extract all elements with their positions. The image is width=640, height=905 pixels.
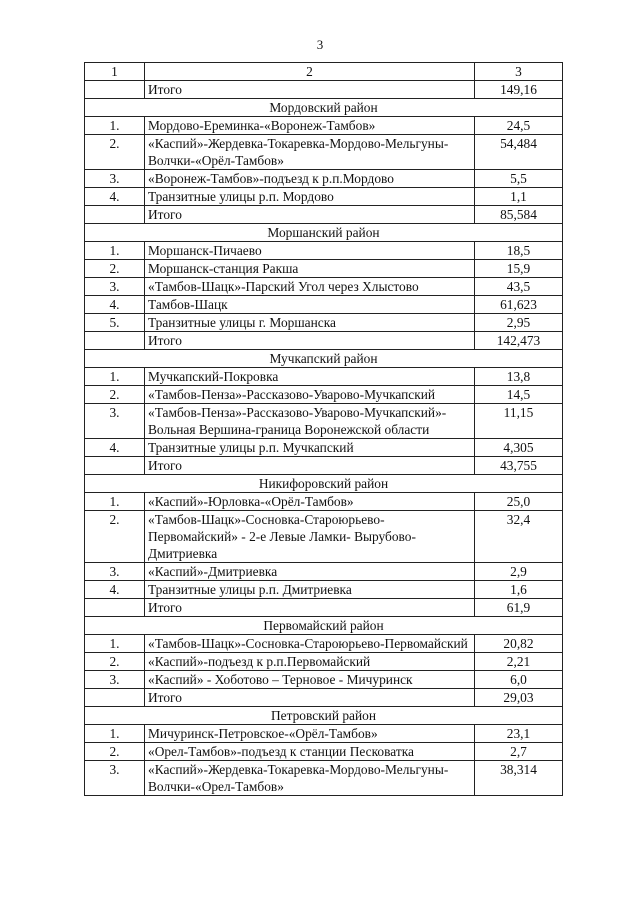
table-row — [85, 135, 563, 170]
road-name: «Каспий»-Юрловка-«Орёл-Тамбов» — [145, 493, 475, 511]
row-number: 3. — [85, 671, 145, 689]
row-number: 4. — [85, 188, 145, 206]
road-name: Транзитные улицы р.п. Дмитриевка — [145, 581, 475, 599]
total-label: Итого — [145, 332, 475, 350]
total-label: Итого — [145, 81, 475, 99]
road-length: 2,95 — [475, 314, 563, 332]
road-length: 18,5 — [475, 242, 563, 260]
total-num-cell — [85, 457, 145, 475]
road-length: 2,9 — [475, 563, 563, 581]
road-length: 54,484 — [475, 135, 563, 170]
total-row — [85, 599, 563, 617]
row-number: 1. — [85, 242, 145, 260]
total-value: 43,755 — [475, 457, 563, 475]
road-name: «Тамбов-Шацк»-Сосновка-Староюрьево-Первомайский — [145, 635, 475, 653]
table-row — [85, 368, 563, 386]
row-number: 1. — [85, 117, 145, 135]
total-value: 85,584 — [475, 206, 563, 224]
road-length: 38,314 — [475, 761, 563, 796]
road-name: «Каспий»-Дмитриевка — [145, 563, 475, 581]
road-name: Мордово-Ереминка-«Воронеж-Тамбов» — [145, 117, 475, 135]
table-row — [85, 404, 563, 439]
table-row — [85, 170, 563, 188]
total-label: Итого — [145, 599, 475, 617]
road-name: «Каспий» - Хоботово – Терновое - Мичуринск — [145, 671, 475, 689]
table-row — [85, 493, 563, 511]
district-name: Мордовский район — [85, 99, 563, 117]
row-number: 1. — [85, 635, 145, 653]
district-name: Первомайский район — [85, 617, 563, 635]
road-name: Транзитные улицы г. Моршанска — [145, 314, 475, 332]
district-header-row — [85, 350, 563, 368]
table-row — [85, 635, 563, 653]
total-num-cell — [85, 81, 145, 99]
road-name: Транзитные улицы р.п. Мордово — [145, 188, 475, 206]
table-row — [85, 386, 563, 404]
road-name: Моршанск-станция Ракша — [145, 260, 475, 278]
row-number: 4. — [85, 581, 145, 599]
row-number: 1. — [85, 368, 145, 386]
row-number: 4. — [85, 296, 145, 314]
table-row — [85, 653, 563, 671]
road-name: «Тамбов-Пенза»-Рассказово-Уварово-Мучкапский»-Вольная Вершина-граница Воронежской области — [145, 404, 475, 439]
total-row — [85, 81, 563, 99]
road-name: Транзитные улицы р.п. Мучкапский — [145, 439, 475, 457]
district-name: Никифоровский район — [85, 475, 563, 493]
total-value: 149,16 — [475, 81, 563, 99]
total-num-cell — [85, 689, 145, 707]
road-name: «Тамбов-Шацк»-Сосновка-Староюрьево-Первомайский» - 2-е Левые Ламки- Вырубово-Дмитриевка — [145, 511, 475, 563]
road-name: «Тамбов-Пенза»-Рассказово-Уварово-Мучкапский — [145, 386, 475, 404]
district-header-row — [85, 224, 563, 242]
road-length: 2,21 — [475, 653, 563, 671]
district-header-row — [85, 617, 563, 635]
row-number: 3. — [85, 761, 145, 796]
total-value: 142,473 — [475, 332, 563, 350]
row-number: 3. — [85, 278, 145, 296]
road-name: Мичуринск-Петровское-«Орёл-Тамбов» — [145, 725, 475, 743]
road-name: «Каспий»-Жердевка-Токаревка-Мордово-Мельгуны-Волчки-«Орёл-Тамбов» — [145, 135, 475, 170]
total-row — [85, 332, 563, 350]
road-name: Тамбов-Шацк — [145, 296, 475, 314]
road-name: Мучкапский-Покровка — [145, 368, 475, 386]
row-number: 2. — [85, 260, 145, 278]
header-col-1: 1 — [85, 63, 145, 81]
row-number: 4. — [85, 439, 145, 457]
total-row — [85, 689, 563, 707]
total-label: Итого — [145, 457, 475, 475]
total-value: 29,03 — [475, 689, 563, 707]
total-value: 61,9 — [475, 599, 563, 617]
table-row — [85, 671, 563, 689]
table-row — [85, 314, 563, 332]
road-length: 20,82 — [475, 635, 563, 653]
total-num-cell — [85, 206, 145, 224]
row-number: 5. — [85, 314, 145, 332]
road-length: 24,5 — [475, 117, 563, 135]
district-name: Петровский район — [85, 707, 563, 725]
road-length: 23,1 — [475, 725, 563, 743]
row-number: 1. — [85, 493, 145, 511]
road-length: 13,8 — [475, 368, 563, 386]
district-header-row — [85, 707, 563, 725]
roads-table — [84, 62, 563, 796]
header-col-2: 2 — [145, 63, 475, 81]
road-length: 25,0 — [475, 493, 563, 511]
row-number: 3. — [85, 170, 145, 188]
district-header-row — [85, 475, 563, 493]
total-label: Итого — [145, 689, 475, 707]
page-number: 3 — [316, 37, 324, 52]
road-length: 4,305 — [475, 439, 563, 457]
table-row — [85, 761, 563, 796]
table-header-row — [85, 63, 563, 81]
total-row — [85, 457, 563, 475]
road-length: 1,6 — [475, 581, 563, 599]
road-length: 2,7 — [475, 743, 563, 761]
total-row — [85, 206, 563, 224]
table-row — [85, 563, 563, 581]
table-row — [85, 743, 563, 761]
road-length: 1,1 — [475, 188, 563, 206]
total-num-cell — [85, 332, 145, 350]
total-num-cell — [85, 599, 145, 617]
row-number: 3. — [85, 563, 145, 581]
road-name: Моршанск-Пичаево — [145, 242, 475, 260]
road-name: «Воронеж-Тамбов»-подъезд к р.п.Мордово — [145, 170, 475, 188]
road-name: «Орел-Тамбов»-подъезд к станции Песковатка — [145, 743, 475, 761]
district-header-row — [85, 99, 563, 117]
row-number: 2. — [85, 743, 145, 761]
table-row — [85, 581, 563, 599]
roads-table-body — [85, 63, 563, 796]
row-number: 1. — [85, 725, 145, 743]
road-length: 14,5 — [475, 386, 563, 404]
road-length: 15,9 — [475, 260, 563, 278]
table-row — [85, 117, 563, 135]
table-row — [85, 260, 563, 278]
table-row — [85, 242, 563, 260]
header-col-3: 3 — [475, 63, 563, 81]
row-number: 2. — [85, 653, 145, 671]
total-label: Итого — [145, 206, 475, 224]
district-name: Моршанский район — [85, 224, 563, 242]
row-number: 2. — [85, 135, 145, 170]
row-number: 2. — [85, 511, 145, 563]
table-row — [85, 511, 563, 563]
table-row — [85, 188, 563, 206]
table-row — [85, 278, 563, 296]
road-length: 11,15 — [475, 404, 563, 439]
road-name: «Тамбов-Шацк»-Парский Угол через Хлыстово — [145, 278, 475, 296]
road-name: «Каспий»-подъезд к р.п.Первомайский — [145, 653, 475, 671]
road-length: 43,5 — [475, 278, 563, 296]
road-name: «Каспий»-Жердевка-Токаревка-Мордово-Мельгуны-Волчки-«Орел-Тамбов» — [145, 761, 475, 796]
road-length: 5,5 — [475, 170, 563, 188]
table-row — [85, 725, 563, 743]
district-name: Мучкапский район — [85, 350, 563, 368]
road-length: 61,623 — [475, 296, 563, 314]
table-row — [85, 296, 563, 314]
road-length: 6,0 — [475, 671, 563, 689]
road-length: 32,4 — [475, 511, 563, 563]
table-row — [85, 439, 563, 457]
row-number: 3. — [85, 404, 145, 439]
row-number: 2. — [85, 386, 145, 404]
